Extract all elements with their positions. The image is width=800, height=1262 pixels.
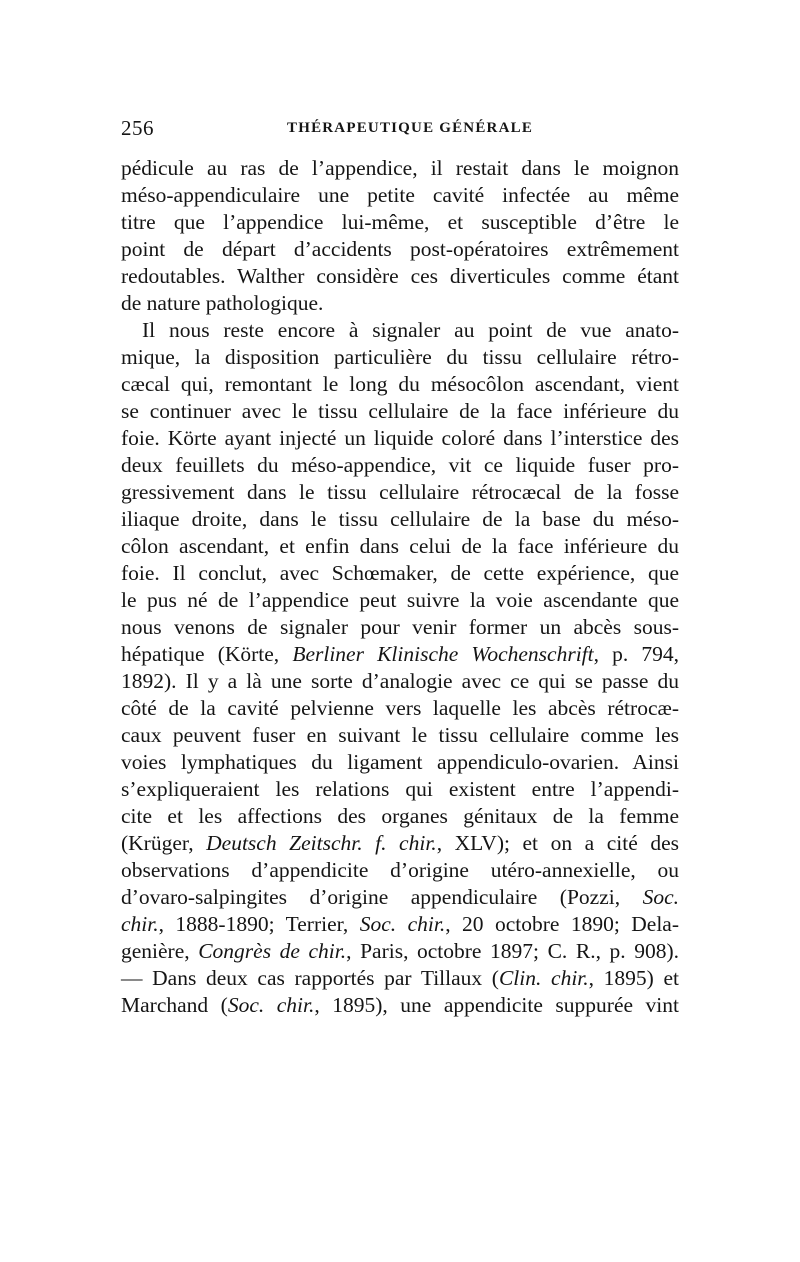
text-line: deux feuillets du méso-appendice, vit ce liquide fuser pro- — [121, 453, 679, 477]
running-head: THÉRAPEUTIQUE GÉNÉRALE — [287, 120, 534, 136]
text-line: voies lymphatiques du ligament appendiculo-ovarien. Ainsi — [121, 750, 679, 774]
text-line: le pus né de l’appendice peut suivre la voie ascendante que — [121, 588, 679, 612]
text-line: se continuer avec le tissu cellulaire de la face inférieure du — [121, 399, 679, 423]
text-line: point de départ d’accidents post-opératoires extrêmement — [121, 237, 679, 261]
text-line: côlon ascendant, et enfin dans celui de la face inférieure du — [121, 534, 679, 558]
text-line: observations d’appendicite d’origine utéro-annexielle, ou — [121, 858, 679, 882]
text-line: mique, la disposition particulière du tissu cellulaire rétro- — [121, 345, 679, 369]
text-line: d’ovaro-salpingites d’origine appendiculaire (Pozzi, Soc. — [121, 885, 679, 909]
text-line: cæcal qui, remontant le long du mésocôlon ascendant, vient — [121, 372, 679, 396]
text-line: côté de la cavité pelvienne vers laquelle les abcès rétrocæ- — [121, 696, 679, 720]
text-line: pédicule au ras de l’appendice, il restait dans le moignon — [121, 156, 679, 180]
text-line: 1892). Il y a là une sorte d’analogie avec ce qui se passe du — [121, 669, 679, 693]
text-line: — Dans deux cas rapportés par Tillaux (Clin. chir., 1895) et — [121, 966, 679, 990]
body-text — [121, 155, 679, 1019]
text-line: Il nous reste encore à signaler au point de vue anato- — [142, 318, 679, 342]
text-line: nous venons de signaler pour venir former un abcès sous- — [121, 615, 679, 639]
text-line: caux peuvent fuser en suivant le tissu cellulaire comme les — [121, 723, 679, 747]
text-line: foie. Körte ayant injecté un liquide coloré dans l’interstice des — [121, 426, 679, 450]
page-header — [121, 116, 679, 146]
text-line: méso-appendiculaire une petite cavité infectée au même — [121, 183, 679, 207]
text-line: de nature pathologique. — [121, 291, 324, 315]
text-line: cite et les affections des organes génitaux de la femme — [121, 804, 679, 828]
text-line: (Krüger, Deutsch Zeitschr. f. chir., XLV); et on a cité des — [121, 831, 679, 855]
text-line: chir., 1888-1890; Terrier, Soc. chir., 20 octobre 1890; Dela- — [121, 912, 680, 936]
page-number: 256 — [121, 116, 154, 140]
text-line: gressivement dans le tissu cellulaire rétrocæcal de la fosse — [121, 480, 679, 504]
text-line: titre que l’appendice lui-même, et susceptible d’être le — [121, 210, 679, 234]
text-line: s’expliqueraient les relations qui existent entre l’appendi- — [121, 777, 679, 801]
text-line: foie. Il conclut, avec Schœmaker, de cette expérience, que — [121, 561, 679, 585]
text-line: hépatique (Körte, Berliner Klinische Wochenschrift, p. 794, — [121, 642, 680, 666]
text-line: redoutables. Walther considère ces diverticules comme étant — [121, 264, 679, 288]
text-line: iliaque droite, dans le tissu cellulaire de la base du méso- — [121, 507, 679, 531]
text-line: genière, Congrès de chir., Paris, octobre 1897; C. R., p. 908). — [121, 939, 679, 963]
text-line: Marchand (Soc. chir., 1895), une appendicite suppurée vint — [121, 993, 679, 1017]
